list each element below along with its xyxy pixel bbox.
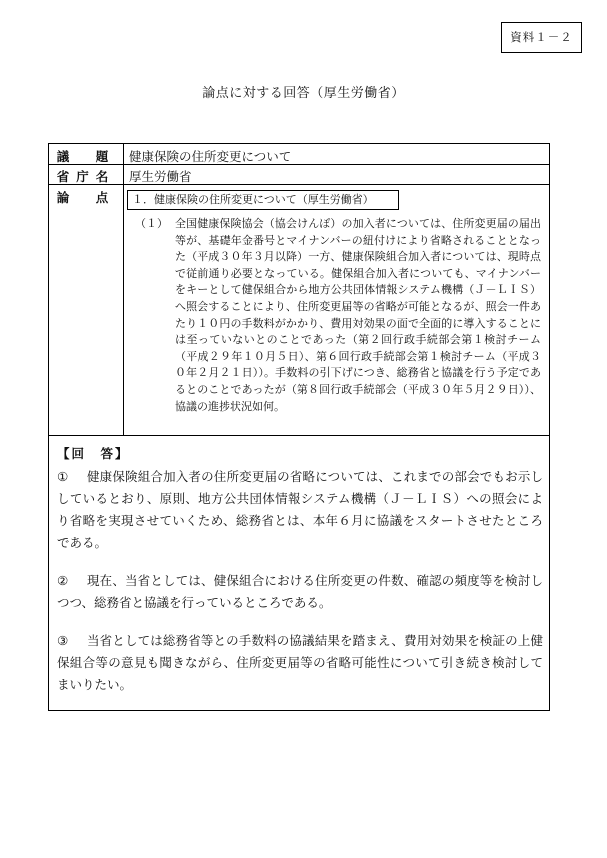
- document-tag: 資料１－２: [501, 22, 582, 53]
- point-item-marker: （１）: [135, 217, 168, 230]
- point-heading: １．健康保険の住所変更について（厚生労働省）: [127, 190, 399, 210]
- answer-item: [57, 570, 543, 614]
- answer-heading: 【回 答】: [57, 446, 130, 461]
- answer-item-text: 当省としては総務省等との手数料の協議結果を踏まえ、費用対効果を検証の上健保組合等の意見も聞きながら、住所変更届等の省略可能性について引き続き検討してまいりたい。: [57, 633, 543, 692]
- point-item-text: 全国健康保険協会（協会けんぽ）の加入者については、住所変更届の届出等が、基礎年金番号とマイナンバーの紐付けにより省略されることとなった（平成３０年３月以降）一方、健康保険組合加入者については、現時点で従前通り必要となっている。健保組合加入者についても、マイナンバーをキーとして健保組合から地方公共団体情報システム機構（Ｊ－ＬＩＳ）へ照会することにより、住所変更届等の省略が可能となるが、照会一件あたり１０円の手数料がかかり、費用対効果の面で全面的に導入することには至っていないとのことであった（第２回行政手続部会第１検討チーム（平成２９年１０月５日）、第６回行政手続部会第１検討チーム（平成３０年２月２１日））。手数料の引下げにつき、総務省と協議を行う予定であるとのことであったが（第８回行政手続部会（平成３０年５月２９日））、協議の進捗状況如何。: [175, 217, 541, 413]
- answer-item-marker: ①: [57, 469, 69, 484]
- answer-item: [57, 630, 543, 696]
- response-table: [48, 143, 550, 711]
- answer-item-marker: ②: [57, 573, 69, 588]
- subject-label: 議 題: [56, 149, 116, 164]
- ministry-label: 省庁名: [56, 169, 116, 184]
- subject-value: 健康保険の住所変更について: [129, 149, 292, 164]
- row-divider: [49, 435, 549, 436]
- answer-item: [57, 466, 543, 554]
- document-title: 論点に対する回答（厚生労働省）: [202, 86, 405, 101]
- row-divider: [49, 164, 549, 165]
- row-divider: [49, 184, 549, 185]
- point-label: 論 点: [56, 190, 116, 205]
- answer-item-marker: ③: [57, 633, 69, 648]
- column-divider: [123, 144, 124, 435]
- answer-item-text: 健康保険組合加入者の住所変更届の省略については、これまでの部会でもお示ししているとおり、原則、地方公共団体情報システム機構（Ｊ－ＬＩＳ）への照会により省略を実現させていくため、総務省とは、本年６月に協議をスタートさせたところである。: [57, 469, 543, 550]
- ministry-value: 厚生労働省: [129, 169, 192, 184]
- point-item: [135, 216, 541, 415]
- answer-item-text: 現在、当省としては、健保組合における住所変更の件数、確認の頻度等を検討しつつ、総務省と協議を行っているところである。: [57, 573, 543, 610]
